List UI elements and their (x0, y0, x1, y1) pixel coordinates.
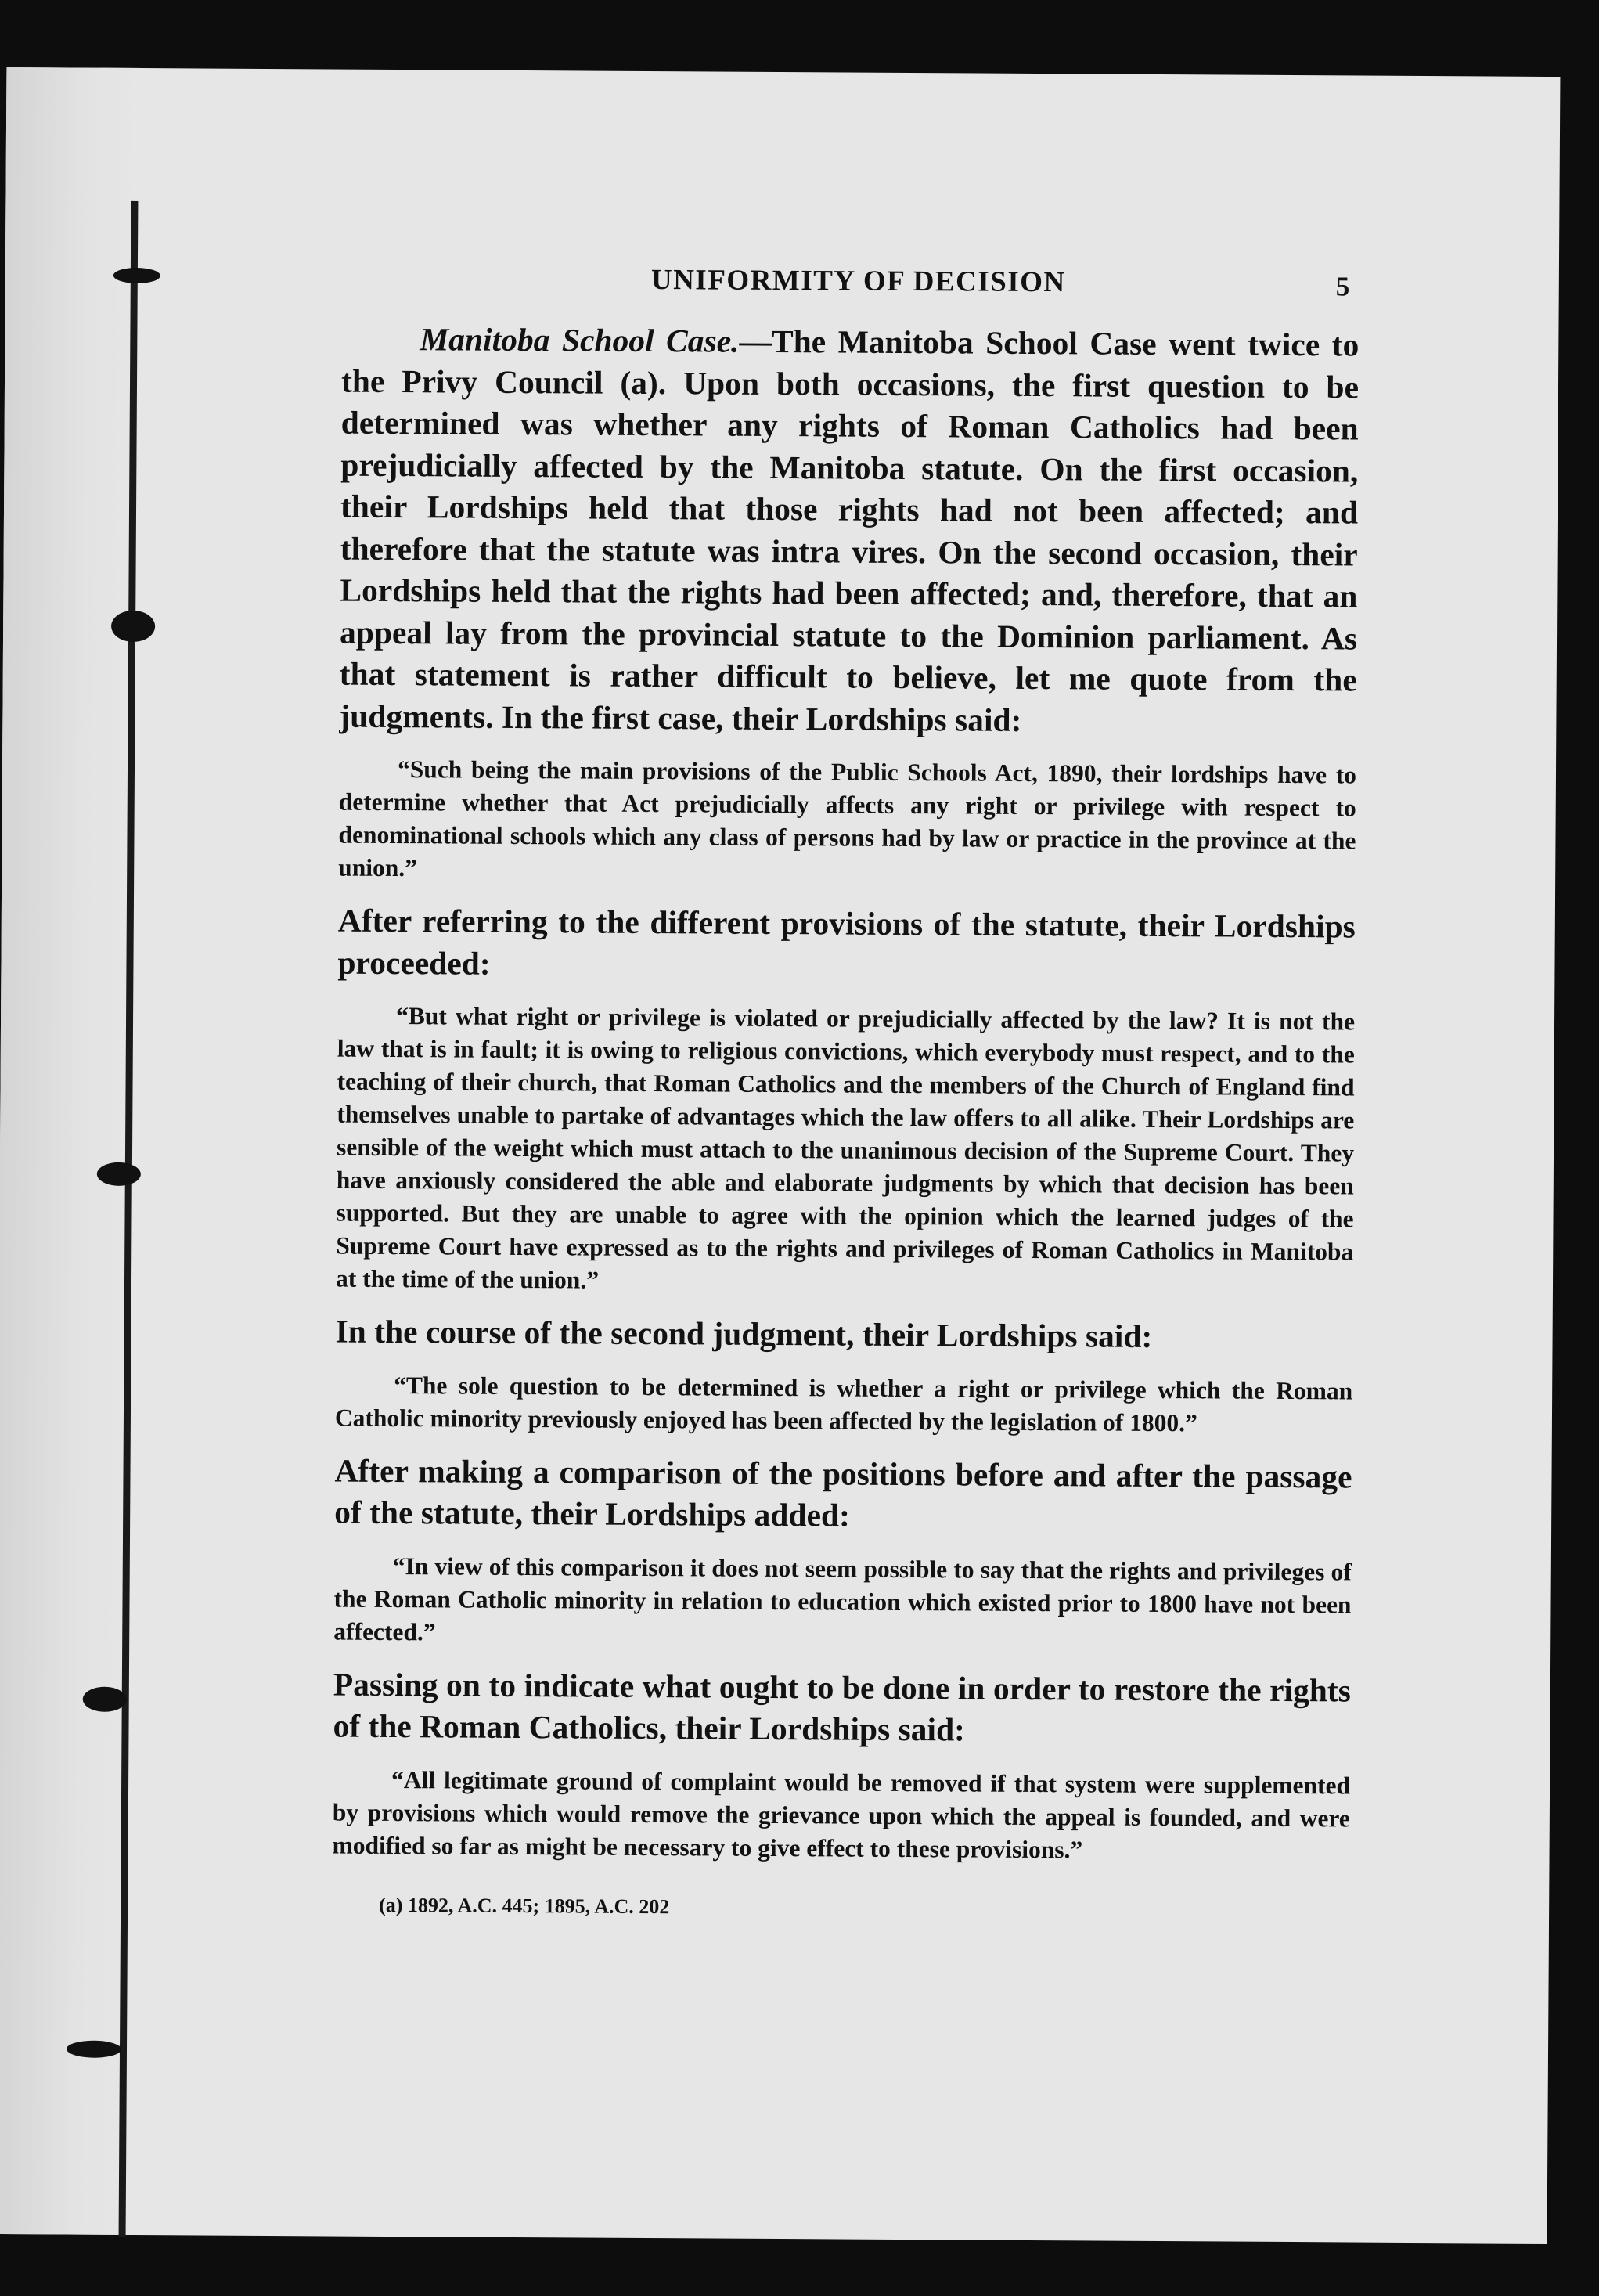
paragraph-text: —The Manitoba School Case went twice to the Privy Council (a). Upon both occasions, the first question to be determined was whether any rights of Roman Catholics had been prejudicially affected by the Manitoba statute. On the first occasion, their Lordships held that those rights had not been affected; and therefore that the statute was intra vires. On the second occasion, their Lordships held that the rights had been affected; and, therefore, that an appeal lay from the provincial statute to the Dominion parliament. As that statement is rather difficult to believe, let me quote from the judgments. In the first case, their Lordships said: (339, 323, 1360, 738)
block-quote: “In view of this comparison it does not seem possible to say that the rights and privileges of the Roman Catholic minority in relation to education which existed prior to 1800 have not been affected.” (333, 1552, 1352, 1645)
block-quote: “The sole question to be determined is whether a right or privilege which the Roman Catholic minority previously enjoyed has been affected by the legislation of 1800.” (334, 1371, 1353, 1436)
binding-knot (67, 2040, 121, 2057)
paragraph: Passing on to indicate what ought to be done in order to restore the rights of the Roman Catholics, their Lordships said: (333, 1666, 1351, 1748)
binding-knot (97, 1162, 141, 1186)
book-page (0, 67, 1560, 2244)
paragraph: After referring to the different provisions of the statute, their Lordships proceeded: (337, 902, 1356, 982)
page-body (332, 319, 1359, 1923)
binding-knot (83, 1687, 127, 1712)
paragraph: After making a comparison of the positions before and after the passage of the statute, their Lordships added: (334, 1452, 1352, 1534)
block-quote: “All legitimate ground of complaint would be removed if that system were supplemented by provisions which would remove the grievance upon which the appeal is founded, and were modified so far as might be necessary to give effect to these provisions.” (332, 1765, 1351, 1863)
binding-knot (113, 268, 160, 283)
block-quote: “Such being the main provisions of the Public Schools Act, 1890, their lordships have to determine whether that Act prejudicially affects any right or privilege with respect to denominational schools which any class of persons had by law or practice in the province at the union.” (338, 755, 1357, 882)
paragraph (339, 319, 1359, 744)
block-quote: “But what right or privilege is violated or prejudicially affected by the law? It is not the law that is in fault; it is owing to religious convictions, which everybody must respect, and to the teaching of their church, that Roman Catholics and the members of the Church of England find themselves unable to partake of advantages which the law offers to all alike. Their Lordships are sensible of the weight which must attach to the unanimous decision of the Supreme Court. They have anxiously considered the able and elaborate judgments by which that decision has been supported. But they are unable to agree with the opinion which the learned judges of the Supreme Court have expressed as to the rights and privileges of Roman Catholics in Manitoba at the time of the union.” (335, 1002, 1356, 1294)
paragraph: In the course of the second judgment, their Lordships said: (335, 1313, 1153, 1354)
binding-knot (111, 611, 155, 642)
page-number: 5 (1335, 271, 1350, 302)
footnote: (a) 1892, A.C. 445; 1895, A.C. 202 (379, 1893, 670, 1918)
running-title: UNIFORMITY OF DECISION (650, 263, 1066, 299)
case-heading: Manitoba School Case. (420, 321, 740, 359)
